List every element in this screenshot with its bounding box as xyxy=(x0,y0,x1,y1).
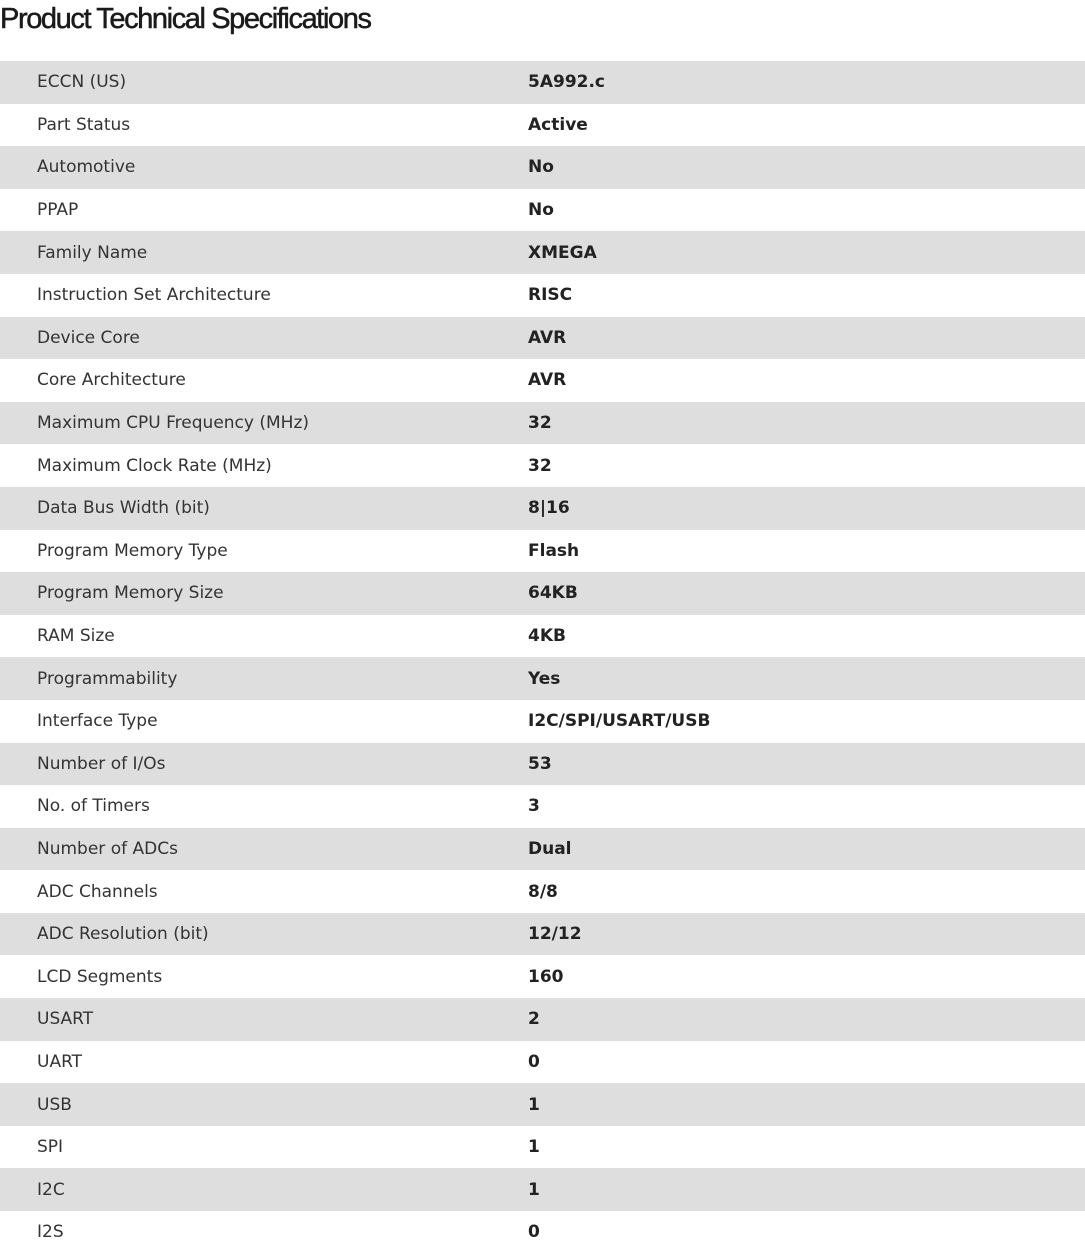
spec-value: 32 xyxy=(528,455,552,476)
spec-row xyxy=(0,359,1085,402)
spec-row xyxy=(0,189,1085,232)
spec-value: 5A992.c xyxy=(528,61,1085,104)
spec-value: Yes xyxy=(528,657,1085,700)
spec-row xyxy=(0,870,1085,913)
spec-value: No xyxy=(528,146,1085,189)
spec-label: I2C xyxy=(0,1168,528,1211)
spec-label: ECCN (US) xyxy=(0,61,528,104)
spec-value: XMEGA xyxy=(528,231,1085,274)
spec-row xyxy=(0,572,1085,615)
spec-row xyxy=(0,828,1085,871)
spec-value: 12/12 xyxy=(528,913,1085,956)
spec-label: Number of I/Os xyxy=(0,743,528,786)
spec-value: 2 xyxy=(528,998,1085,1041)
spec-row xyxy=(0,402,1085,445)
spec-label: Instruction Set Architecture xyxy=(37,285,271,306)
spec-row xyxy=(0,487,1085,530)
spec-row xyxy=(0,785,1085,828)
spec-label: LCD Segments xyxy=(37,966,163,987)
spec-table xyxy=(0,61,1085,1254)
spec-value: 8/8 xyxy=(528,881,558,902)
spec-label: Programmability xyxy=(0,657,528,700)
spec-row xyxy=(0,1168,1085,1211)
spec-label: I2S xyxy=(37,1222,64,1243)
spec-row xyxy=(0,274,1085,317)
spec-row xyxy=(0,61,1085,104)
spec-value: 8|16 xyxy=(528,487,1085,530)
spec-label: Family Name xyxy=(0,231,528,274)
page-title: Product Technical Specifications xyxy=(0,3,371,35)
spec-label: Device Core xyxy=(0,317,528,360)
spec-row xyxy=(0,615,1085,658)
spec-value: No xyxy=(528,200,554,221)
spec-label: Maximum Clock Rate (MHz) xyxy=(37,455,272,476)
spec-value: 3 xyxy=(528,796,540,817)
spec-value: 64KB xyxy=(528,572,1085,615)
spec-value: 1 xyxy=(528,1083,1085,1126)
spec-label: ADC Channels xyxy=(37,881,158,902)
spec-value: Dual xyxy=(528,828,1085,871)
spec-row xyxy=(0,998,1085,1041)
spec-value: 0 xyxy=(528,1051,540,1072)
spec-row xyxy=(0,1211,1085,1254)
spec-label: Interface Type xyxy=(37,711,158,732)
spec-label: Maximum CPU Frequency (MHz) xyxy=(0,402,528,445)
spec-row xyxy=(0,317,1085,360)
spec-value: I2C/SPI/USART/USB xyxy=(528,711,711,732)
spec-value: 32 xyxy=(528,402,1085,445)
spec-label: Program Memory Type xyxy=(37,540,228,561)
spec-label: RAM Size xyxy=(37,626,115,647)
spec-label: Program Memory Size xyxy=(0,572,528,615)
spec-label: SPI xyxy=(37,1137,64,1158)
spec-row xyxy=(0,146,1085,189)
spec-value: Flash xyxy=(528,540,580,561)
spec-label: PPAP xyxy=(37,200,79,221)
spec-label: UART xyxy=(37,1051,83,1072)
spec-value: AVR xyxy=(528,370,567,391)
spec-label: ADC Resolution (bit) xyxy=(0,913,528,956)
spec-table-body xyxy=(0,61,1085,1254)
spec-value: 4KB xyxy=(528,626,566,647)
spec-row xyxy=(0,444,1085,487)
spec-row xyxy=(0,657,1085,700)
spec-row xyxy=(0,530,1085,573)
spec-row xyxy=(0,743,1085,786)
spec-row xyxy=(0,913,1085,956)
spec-row xyxy=(0,955,1085,998)
spec-value: AVR xyxy=(528,317,1085,360)
spec-row xyxy=(0,104,1085,147)
spec-value: 1 xyxy=(528,1168,1085,1211)
spec-value: 0 xyxy=(528,1222,540,1243)
spec-row xyxy=(0,700,1085,743)
spec-label: Automotive xyxy=(0,146,528,189)
spec-label: No. of Timers xyxy=(37,796,150,817)
spec-label: USART xyxy=(0,998,528,1041)
spec-label: Number of ADCs xyxy=(0,828,528,871)
spec-row xyxy=(0,1126,1085,1169)
spec-row xyxy=(0,1041,1085,1084)
spec-value: 160 xyxy=(528,966,564,987)
spec-label: USB xyxy=(0,1083,528,1126)
spec-value: Active xyxy=(528,114,588,135)
spec-value: 53 xyxy=(528,743,1085,786)
spec-label: Part Status xyxy=(37,114,131,135)
spec-value: 1 xyxy=(528,1137,540,1158)
spec-row xyxy=(0,1083,1085,1126)
spec-row xyxy=(0,231,1085,274)
spec-label: Data Bus Width (bit) xyxy=(0,487,528,530)
spec-label: Core Architecture xyxy=(37,370,186,391)
spec-value: RISC xyxy=(528,285,573,306)
